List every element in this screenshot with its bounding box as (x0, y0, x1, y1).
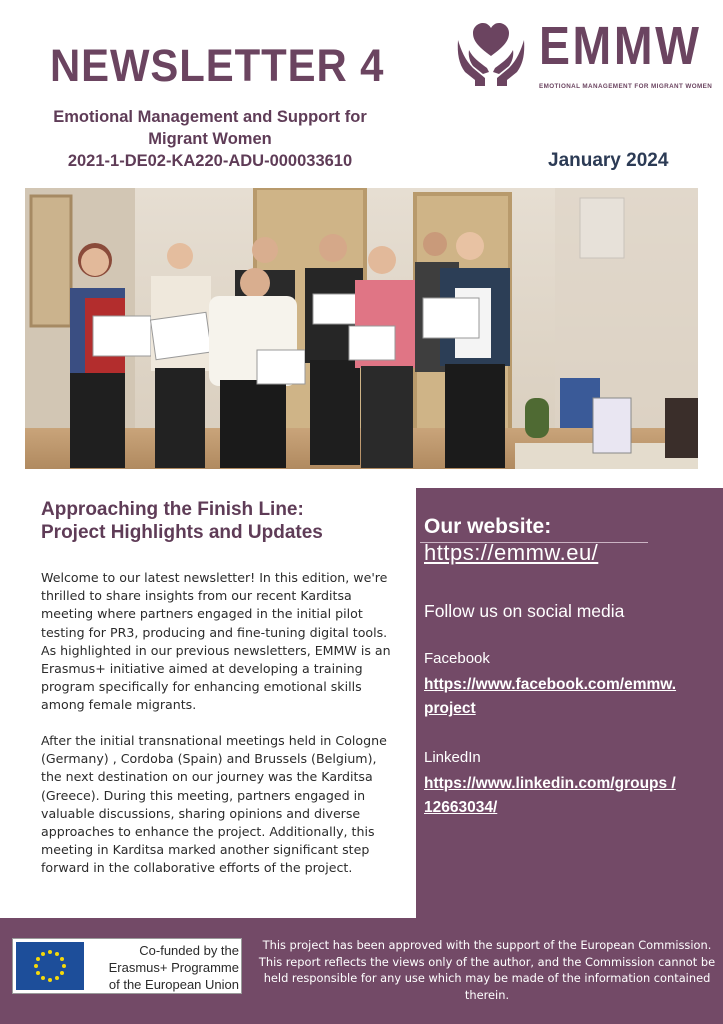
facebook-link[interactable]: https://www.facebook.com/emmw.project (424, 676, 677, 717)
eu-text-line: Co-funded by the (139, 943, 239, 958)
linkedin-link[interactable]: https://www.linkedin.com/groups /12663034/ (424, 775, 676, 816)
subtitle-line: Migrant Women (148, 130, 272, 148)
logo-tagline: EMOTIONAL MANAGEMENT FOR MIGRANT WOMEN (539, 83, 713, 90)
article-title-line: Project Highlights and Updates (41, 522, 323, 543)
linkedin-label: LinkedIn (424, 749, 481, 766)
newsletter-title: NEWSLETTER 4 (50, 40, 385, 91)
logo-wordmark: EMMW (539, 16, 702, 76)
article-title (41, 498, 381, 544)
follow-text: Follow us on social media (424, 601, 625, 621)
project-subtitle (30, 106, 390, 172)
eu-flag-icon (16, 942, 84, 990)
disclaimer-text: This project has been approved with the support of the European Commission. This report reflects the views only of the author, and the Commission cannot be held responsible for any use which may be made of the information contained therein. (258, 938, 716, 1002)
project-code: 2021-1-DE02-KA220-ADU-000033610 (67, 152, 353, 170)
website-heading: Our website: (424, 515, 552, 538)
article-title-line: Approaching the Finish Line: (41, 499, 304, 520)
article-paragraph: Welcome to our latest newsletter! In this edition, we're thrilled to share insights from our recent Karditsa meeting where partners engaged in the initial pilot testing for PR3, producing and fine-tuning digital tools. As highlighted in our previous newsletters, EMMW is an Erasmus+ initiative aimed at developing a training program specifically for enhancing emotional skills among female migrants. (41, 570, 391, 713)
group-photo-illustration (25, 188, 698, 469)
emmw-logo (455, 14, 715, 98)
facebook-label: Facebook (424, 650, 490, 667)
article-column (0, 488, 416, 918)
website-link[interactable]: https://emmw.eu/ (424, 540, 599, 565)
article-paragraph: After the initial transnational meetings held in Cologne (Germany) , Cordoba (Spain) and Brussels (Belgium), the next destination on our journey was the Karditsa (Greece). During this meeting, partners engaged in valuable discussions, sharing opinions and diverse approaches to enhance the project. Additionally, this meeting in Karditsa marked another significant step forward in the collaborative efforts of the project. (41, 733, 387, 876)
footer (0, 918, 723, 1024)
eu-cofunding-text (89, 942, 239, 993)
group-photo (25, 188, 698, 469)
newsletter-date: January 2024 (548, 150, 669, 171)
eu-text-line: of the European Union (108, 977, 239, 992)
heart-in-hands-icon (455, 16, 527, 88)
eu-text-line: Erasmus+ Programme (108, 960, 239, 975)
eu-cofunding-badge (12, 938, 242, 994)
subtitle-line: Emotional Management and Support for (53, 108, 367, 126)
